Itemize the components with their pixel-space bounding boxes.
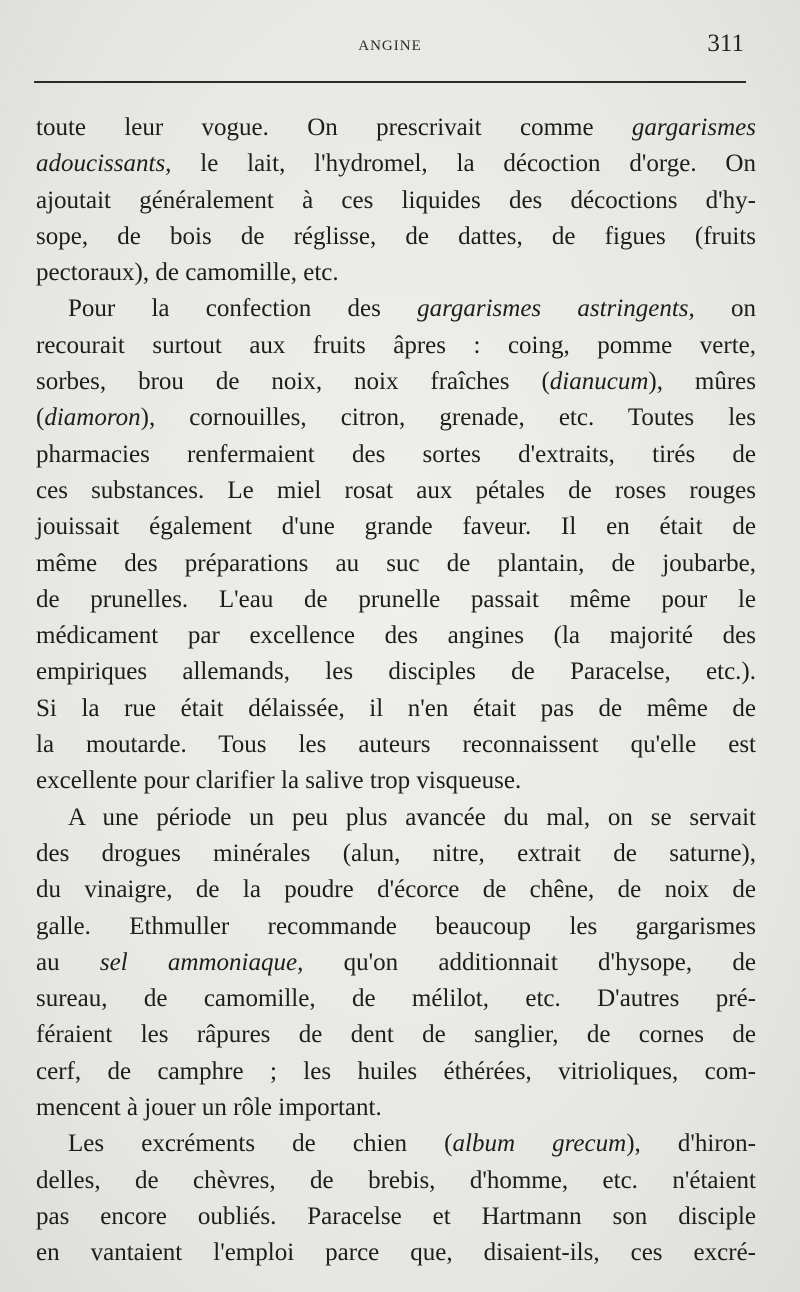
text-segment: on [694,295,757,323]
page-number: 311 [707,30,744,57]
text-segment: empiriques allemands, les disciples de Paracelse, etc.). [36,658,756,686]
text-line [36,364,756,400]
text-line [36,1017,756,1053]
text-segment: jouissait également d'une grande faveur. Il en était de [36,513,756,541]
text-segment: la moutarde. Tous les auteurs reconnaissent qu'elle est [36,731,756,759]
text-line [36,800,756,836]
text-line [36,255,756,291]
text-segment: ), mûres [648,368,757,396]
text-line [36,1126,756,1162]
text-segment: médicament par excellence des angines (la majorité des [36,622,756,650]
text-line [36,219,756,255]
text-segment: recourait surtout aux fruits âpres : coing, pomme verte, [36,331,756,359]
text-segment: A une période un peu plus avancée du mal, on se servait [68,803,756,831]
text-segment: pas encore oubliés. Paracelse et Hartmann son disciple [36,1202,756,1230]
text-segment: le lait, l'hydromel, la décoction d'orge. On [171,150,756,178]
text-segment: delles, de chèvres, de brebis, d'homme, etc. n'étaient [36,1166,756,1194]
text-segment: pharmacies renfermaient des sortes d'extraits, tirés de [36,440,756,468]
running-title: ANGINE [358,38,422,54]
text-segment: sope, de bois de réglisse, de dattes, de figues (fruits [36,222,756,250]
text-line [36,437,756,473]
text-segment: Si la rue était délaissée, il n'en était pas de même de [36,694,756,722]
text-segment: qu'on additionnait d'hysope, de [303,948,757,976]
italic-text: gargarismes [631,114,756,141]
text-line [36,328,756,364]
text-segment: de prunelles. L'eau de prunelle passait même pour le [36,585,756,613]
text-line [36,654,756,690]
text-line [36,1235,756,1271]
italic-text: diamoron [44,404,141,432]
text-segment: sorbes, brou de noix, noix fraîches ( [36,368,550,396]
text-segment: ), cornouilles, citron, grenade, etc. Toutes les [140,404,756,432]
text-line [36,1054,756,1090]
text-line [36,146,756,182]
italic-text: gargarismes astringents, [417,295,695,323]
text-line [36,727,756,763]
text-segment: galle. Ethmuller recommande beaucoup les gargarismes [36,912,756,940]
text-line [36,509,756,545]
text-segment: mencent à jouer un rôle important. [36,1094,382,1122]
text-line [36,691,756,727]
text-line [36,909,756,945]
text-line [36,546,756,582]
text-segment: ( [36,404,45,432]
text-line [36,1090,756,1126]
text-line [36,763,756,799]
italic-text: adoucissants, [36,150,172,178]
text-segment: féraient les râpures de dent de sanglier, de cornes de [36,1021,756,1049]
italic-text: dianucum [549,368,649,396]
body-text [36,110,756,1272]
text-line [36,836,756,872]
text-line [36,291,756,327]
text-segment: pectoraux), de camomille, etc. [36,259,339,287]
text-segment: du vinaigre, de la poudre d'écorce de chêne, de noix de [36,876,756,904]
text-segment: des drogues minérales (alun, nitre, extrait de saturne), [36,839,756,867]
text-line [36,400,756,436]
text-line [36,473,756,509]
text-line [36,872,756,908]
page-header [34,30,746,70]
text-segment: ), d'hiron- [626,1130,756,1158]
text-segment: cerf, de camphre ; les huiles éthérées, vitrioliques, com- [36,1057,756,1085]
text-line [36,618,756,654]
italic-text: album grecum [452,1130,627,1158]
text-segment: excellente pour clarifier la salive trop visqueuse. [36,767,522,795]
text-line [36,110,756,146]
text-segment: ajoutait généralement à ces liquides des décoctions d'hy- [36,186,756,214]
text-segment: Les excréments de chien ( [68,1130,453,1158]
text-line [36,1199,756,1235]
text-segment: sureau, de camomille, de mélilot, etc. D'autres pré- [36,985,756,1013]
text-segment: toute leur vogue. On prescrivait comme [36,114,632,141]
text-segment: ces substances. Le miel rosat aux pétales de roses rouges [36,476,756,504]
italic-text: sel ammoniaque, [99,948,304,976]
text-segment: au [36,948,100,976]
text-line [36,183,756,219]
text-line [36,981,756,1017]
text-line [36,582,756,618]
header-rule [34,81,746,83]
text-segment: même des préparations au suc de plantain, de joubarbe, [36,549,756,577]
text-segment: Pour la confection des [68,295,418,323]
text-line [36,1163,756,1199]
text-segment: en vantaient l'emploi parce que, disaient-ils, ces excré- [36,1239,756,1267]
text-line [36,945,756,981]
